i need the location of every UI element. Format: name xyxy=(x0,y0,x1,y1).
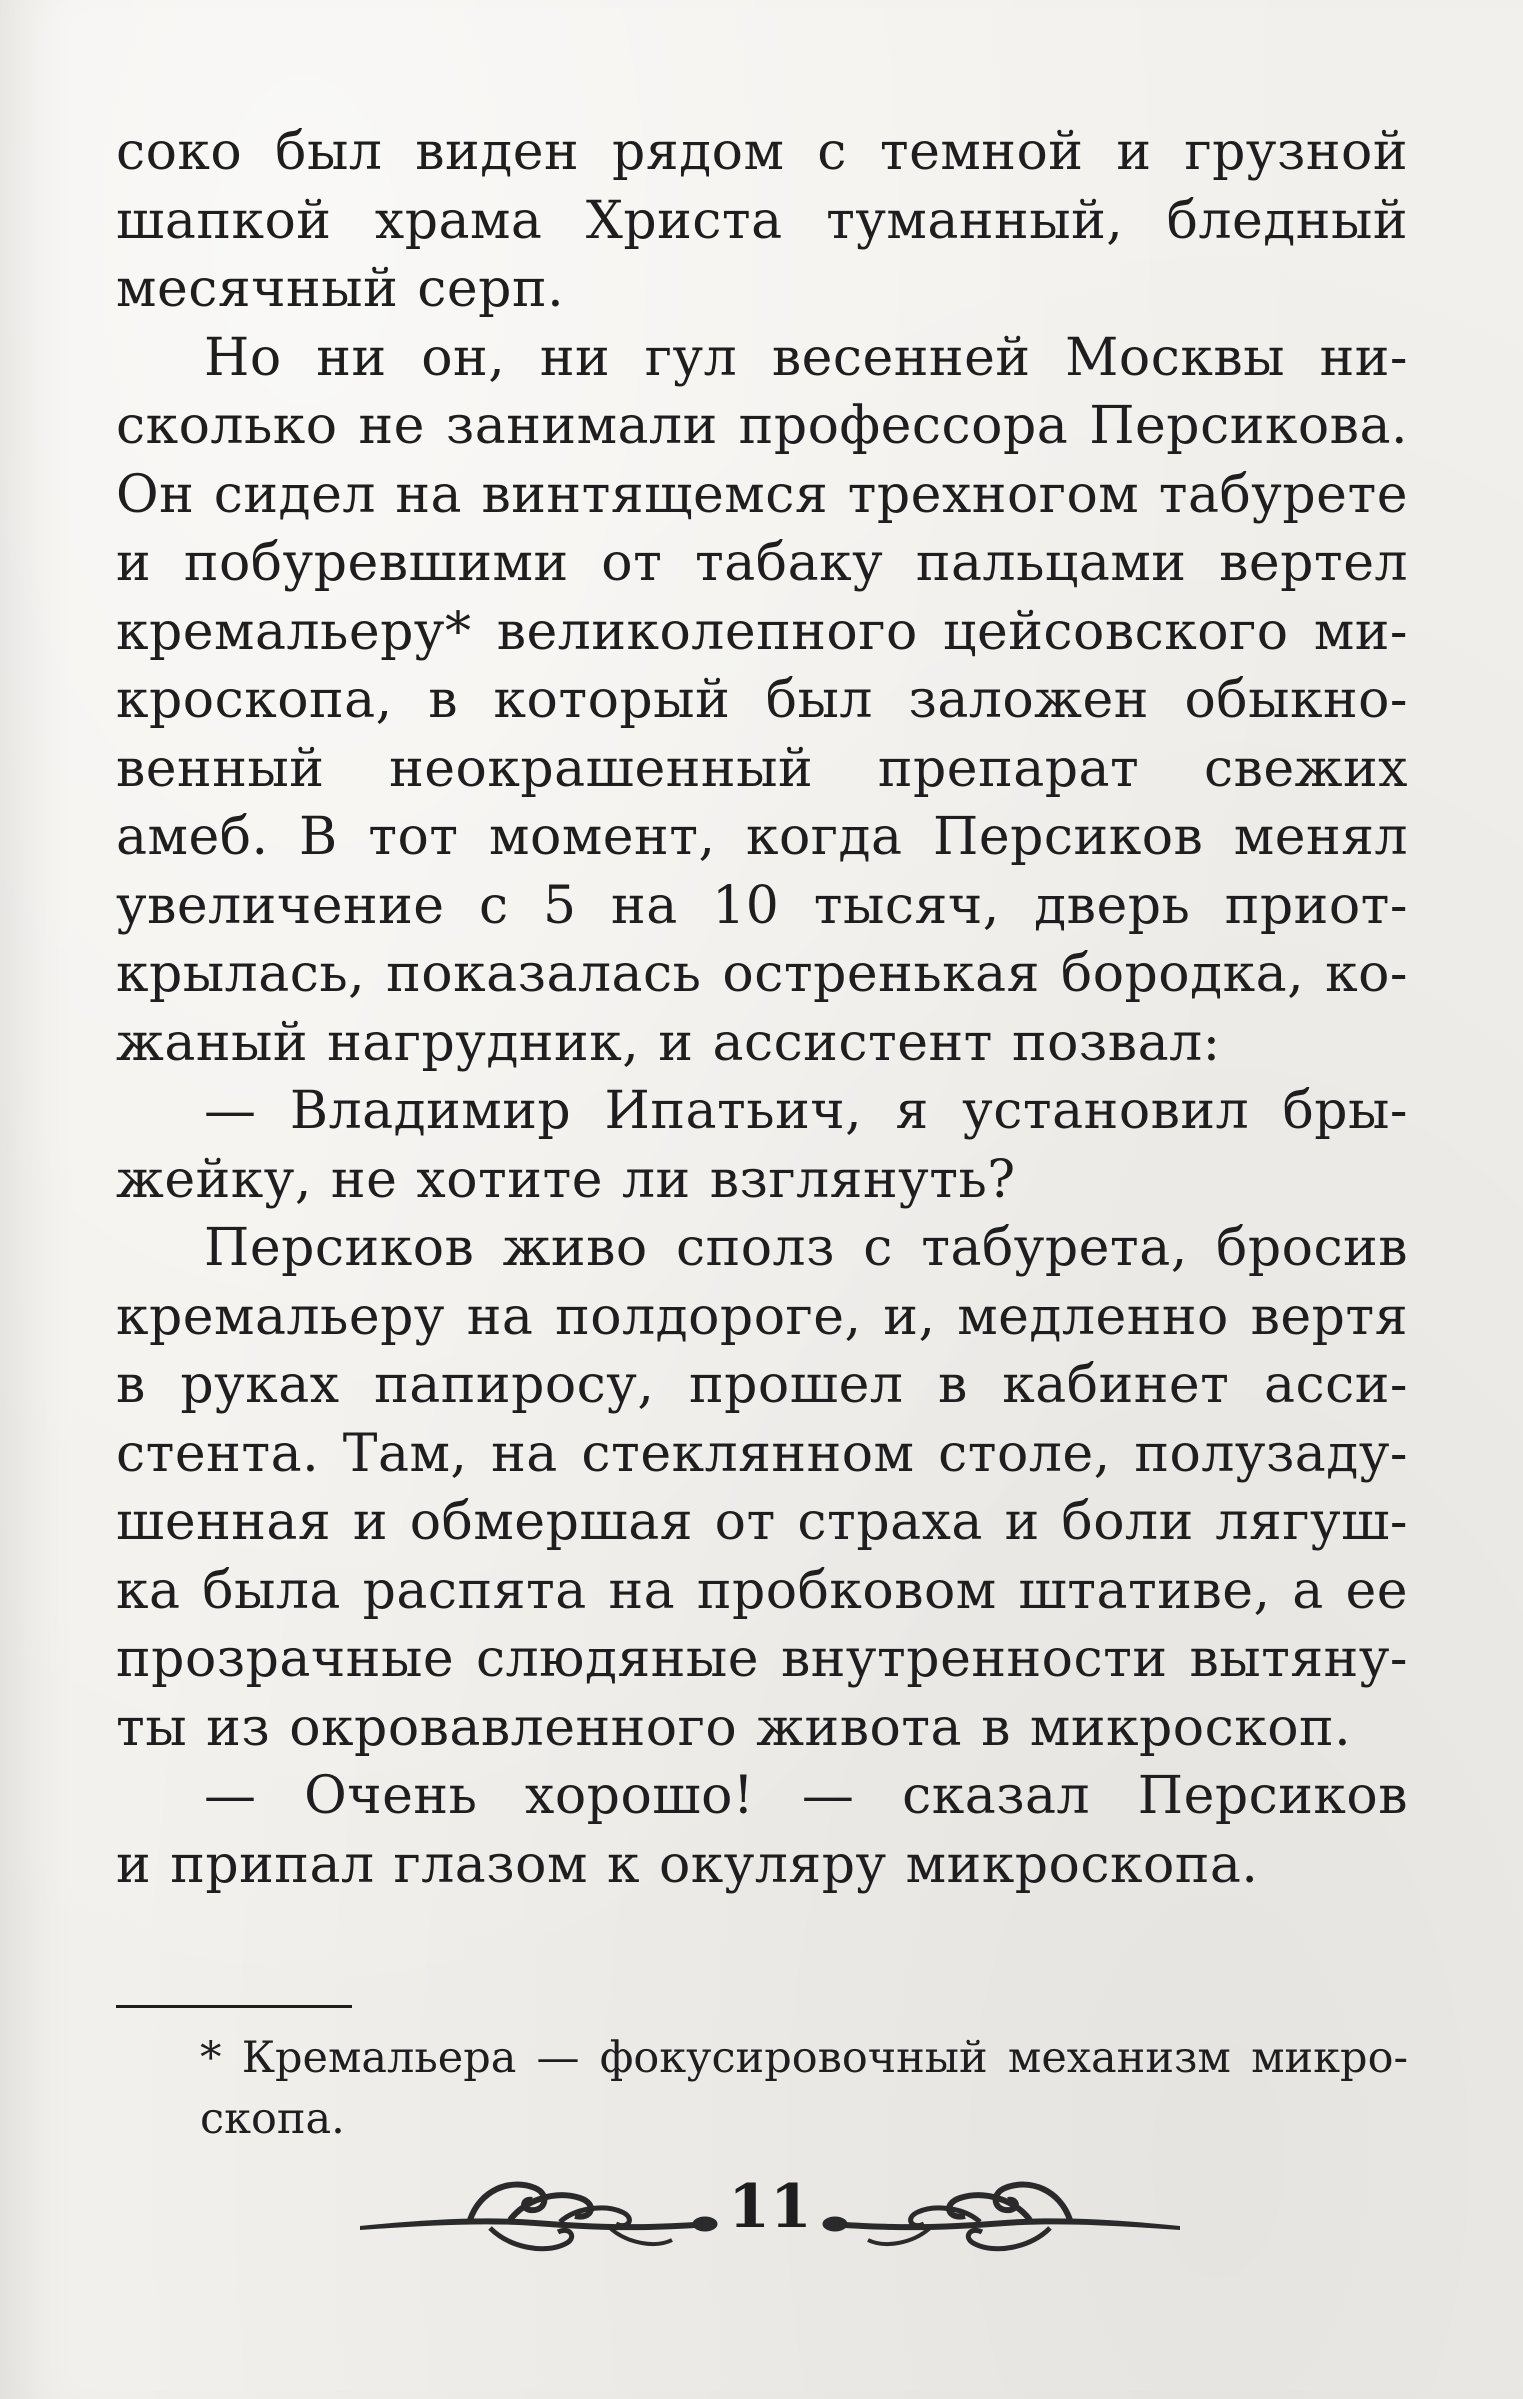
text-line: в руках папиросу, прошел в кабинет асси- xyxy=(116,1355,1408,1415)
text-line: шапкой храма Христа туманный, бледный xyxy=(116,190,1408,251)
text-line: соко был виден рядом с темной и грузной xyxy=(116,122,1408,182)
text-line: амеб. В тот момент, когда Персиков менял xyxy=(116,807,1408,867)
footnote-line: скопа. xyxy=(200,2094,345,2144)
right-flourish-ornament xyxy=(800,2160,1180,2280)
page-footer xyxy=(360,2160,1180,2280)
text-line: Но ни он, ни гул весенней Москвы ни- xyxy=(204,327,1408,388)
text-line: кремальеру* великолепного цейсовского ми- xyxy=(116,601,1408,662)
text-line: шенная и обмершая от страха и боли лягуш- xyxy=(116,1492,1408,1552)
text-line: ка была распята на пробковом штативе, а ее xyxy=(116,1560,1408,1621)
text-line: и припал глазом к окуляру микроскопа. xyxy=(116,1834,1259,1895)
text-line: сколько не занимали профессора Персикова. xyxy=(116,396,1408,456)
text-line: кроскопа, в который был заложен обыкно- xyxy=(116,670,1408,730)
text-line: стента. Там, на стеклянном столе, полузаду- xyxy=(116,1423,1408,1484)
footnote-divider xyxy=(116,2005,352,2008)
text-line: — Очень хорошо! — сказал Персиков xyxy=(204,1766,1408,1826)
footnote-line: * Кремальера — фокусировочный механизм микро- xyxy=(200,2033,1408,2083)
body-text xyxy=(116,118,1408,1899)
left-flourish-ornament xyxy=(360,2160,740,2280)
text-line: Персиков живо сполз с табурета, бросив xyxy=(204,1218,1408,1278)
text-line: жаный нагрудник, и ассистент позвал: xyxy=(116,1012,1221,1073)
text-line: Он сидел на винтящемся трехногом табурете xyxy=(116,464,1408,525)
text-line: — Владимир Ипатьич, я установил бры- xyxy=(204,1081,1408,1141)
text-line: жейку, не хотите ли взглянуть? xyxy=(116,1149,1016,1210)
text-line: месячный серп. xyxy=(116,259,565,319)
footnote xyxy=(116,2028,1408,2150)
text-line: венный неокрашенный препарат свежих xyxy=(116,738,1408,799)
text-line: кремальеру на полдороге, и, медленно вертя xyxy=(116,1286,1408,1347)
text-line: и побуревшими от табаку пальцами вертел xyxy=(116,533,1408,593)
text-line: прозрачные слюдяные внутренности вытяну- xyxy=(116,1629,1408,1689)
page-number: 11 xyxy=(728,2172,812,2242)
text-line: крылась, показалась остренькая бородка, ко- xyxy=(116,944,1408,1004)
text-line: ты из окровавленного живота в микроскоп. xyxy=(116,1697,1352,1758)
text-line: увеличение с 5 на 10 тысяч, дверь приот- xyxy=(116,875,1408,936)
